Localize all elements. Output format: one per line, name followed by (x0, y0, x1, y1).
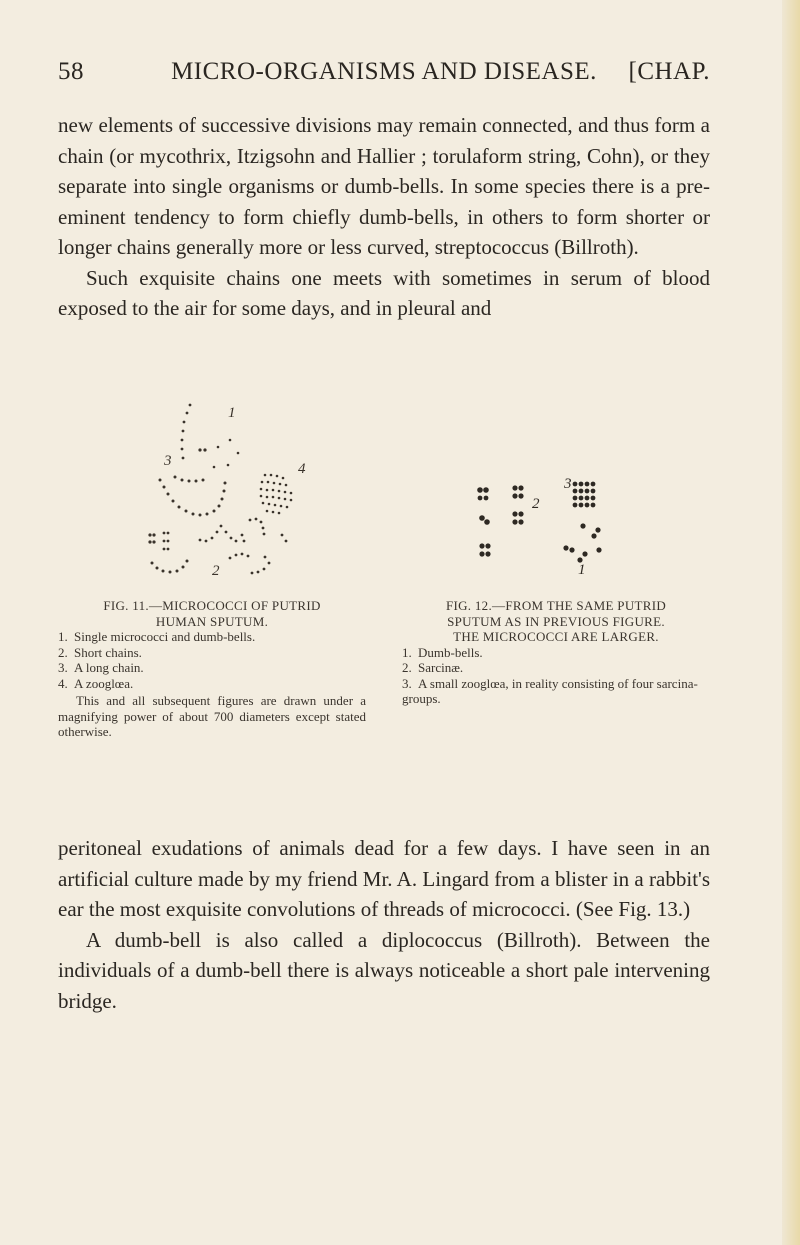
figure-11-item: 4. A zooglœa. (58, 675, 134, 691)
running-header (58, 58, 710, 88)
figure-11-caption (58, 598, 366, 740)
figure-11-illustration (130, 395, 370, 590)
body-text-top (58, 110, 710, 324)
figure-11-item: 2. Short chains. (58, 644, 142, 660)
figure-11-item: 1. Single micrococci and dumb-bells. (58, 629, 256, 644)
figure-11-label-3: 3 (164, 453, 172, 469)
figure-11-note: This and all subsequent figures are drawn under a magnifying power of about 700 diameters except stated otherwise. (58, 693, 366, 739)
figure-12-item: 3. A small zooglœa, in reality consisting of four sarcina-groups. (402, 675, 698, 706)
figure-12-label-1: 1 (578, 562, 586, 578)
figure-12-title-cont: SPUTUM AS IN PREVIOUS FIGURE. (447, 613, 665, 629)
paragraph: A dumb-bell is also called a diplococcus (Billroth). Between the individuals of a dumb-bell there is always noticeable a short pale intervening bridge. (58, 927, 710, 1013)
running-title: MICRO-ORGANISMS AND DISEASE. (171, 58, 597, 85)
figure-11-title: FIG. 11.—MICROCOCCI OF PUTRID (103, 598, 321, 613)
paragraph: new elements of successive divisions may remain connected, and thus form a chain (or mycothrix, Itzigsohn and Hallier ; torulaform string, Cohn), or they separate into single organisms or dumb-bells. In some species there is a pre-eminent tendency to form chiefly dumb-bells, in others to form shorter or longer chains generally more or less curved, streptococcus (Billroth). (58, 113, 710, 259)
page-number: 58 (58, 58, 84, 85)
figure-12-title: FIG. 12.—FROM THE SAME PUTRID (445, 598, 667, 613)
chapter-marker: [CHAP. (628, 58, 710, 85)
figure-12-item: 1. Dumb-bells. (402, 644, 483, 660)
figure-12-item: 2. Sarcinæ. (402, 660, 464, 675)
figure-12-illustration (470, 470, 650, 580)
paragraph: Such exquisite chains one meets with sometimes in serum of blood exposed to the air for some days, and in pleural and (58, 265, 710, 320)
figure-11-title-cont: HUMAN SPUTUM. (155, 613, 269, 629)
figure-11-label-4: 4 (298, 461, 306, 477)
figure-12-label-3: 3 (564, 476, 572, 492)
figure-11-item: 3. A long chain. (58, 660, 144, 675)
figure-12-caption (402, 598, 710, 707)
figure-11-label-2: 2 (212, 563, 220, 579)
figure-11-label-1: 1 (228, 405, 236, 421)
figure-12-label-2: 2 (532, 496, 540, 512)
page-edge (782, 0, 800, 1245)
paragraph: peritoneal exudations of animals dead for a few days. I have seen in an artificial culture made by my friend Mr. A. Lingard from a blister in a rabbit's ear the most exquisite convolutions of threads of micrococci. (See Fig. 13.) (58, 836, 710, 921)
figure-12-title-cont: THE MICROCOCCI ARE LARGER. (453, 629, 659, 644)
body-text-bottom (58, 833, 710, 1016)
